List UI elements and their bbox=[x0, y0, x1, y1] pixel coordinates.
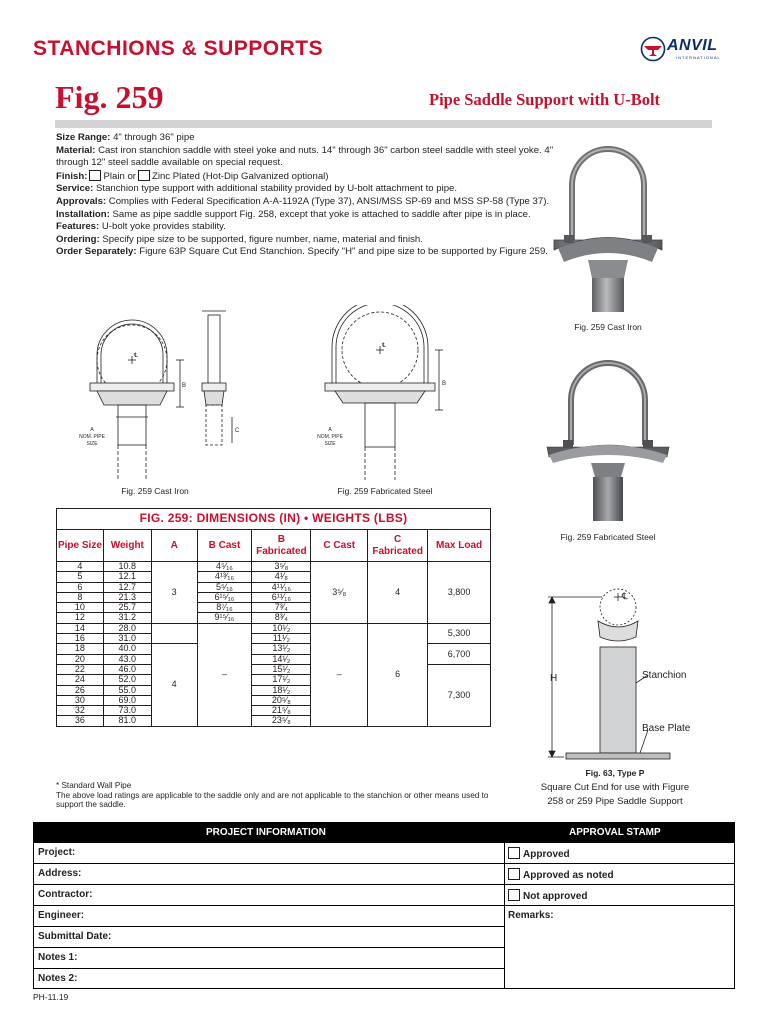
spec-size-range: Size Range: 4" through 36" pipe bbox=[56, 132, 195, 143]
approved-as-noted-checkbox[interactable] bbox=[508, 868, 520, 880]
figure-number: Fig. 259 bbox=[55, 79, 164, 115]
drawing-fab-label-nom-pipe: NOM. PIPE bbox=[317, 434, 343, 440]
drawing-label-cl: ℄ bbox=[134, 353, 138, 359]
finish-plain-checkbox[interactable] bbox=[89, 170, 101, 181]
figure-subtitle: Pipe Saddle Support with U-Bolt bbox=[429, 90, 661, 109]
drawing-fab-label-cl: ℄ bbox=[382, 343, 386, 349]
spec-material: Material: Cast iron stanchion saddle with steel yoke and nuts. 14" through 36" carbon steel saddle with steel yoke. 4" through 12" steel saddle available on special request. bbox=[56, 144, 554, 169]
table-row: 20 43.0 14¹⁄₂ bbox=[57, 654, 491, 664]
approved-option[interactable]: Approved bbox=[505, 842, 734, 863]
col-c-cast: C Cast bbox=[311, 530, 368, 562]
col-b-cast: B Cast bbox=[197, 530, 252, 562]
remarks-field[interactable]: Remarks: bbox=[505, 905, 734, 989]
approved-as-noted-option[interactable]: Approved as noted bbox=[505, 863, 734, 884]
field-contractor[interactable]: Contractor: bbox=[34, 884, 504, 905]
photo-fabricated-steel bbox=[543, 355, 673, 525]
table-notes bbox=[56, 781, 506, 810]
table-row: 5 12.1 4¹³⁄₁₆ 4¹⁄₈ bbox=[57, 572, 491, 582]
table-row: 22 46.0 15¹⁄₂ 7,300 bbox=[57, 664, 491, 674]
table-row: 16 31.0 11¹⁄₂ bbox=[57, 634, 491, 644]
not-approved-option[interactable]: Not approved bbox=[505, 884, 734, 905]
col-c-fabricated: C Fabricated bbox=[368, 530, 428, 562]
field-project[interactable]: Project: bbox=[34, 842, 504, 863]
drawing-fab-label-b: B bbox=[442, 381, 447, 387]
col-b-fabricated: B Fabricated bbox=[252, 530, 311, 562]
spec-approvals: Approvals: Complies with Federal Specification A-A-1192A (Type 37), ANSI/MSS SP-69 and MSS SP-58 (Type 37). bbox=[56, 195, 550, 207]
drawing-label-c: C bbox=[235, 428, 240, 434]
finish-zinc-checkbox[interactable] bbox=[138, 170, 150, 181]
fig63-label-h: H bbox=[550, 673, 558, 684]
drawing-fig63 bbox=[540, 585, 690, 765]
drawing-fabricated-steel bbox=[305, 305, 455, 485]
fig63-desc-1: Square Cut End for use with Figure bbox=[540, 782, 690, 793]
not-approved-checkbox[interactable] bbox=[508, 889, 520, 901]
logo-subtext: INTERNATIONAL bbox=[676, 55, 721, 60]
table-row: 32 73.0 21⁵⁄₈ bbox=[57, 706, 491, 716]
logo-wordmark: ANVIL bbox=[667, 37, 718, 54]
col-pipe-size: Pipe Size bbox=[57, 530, 104, 562]
project-info-form bbox=[33, 822, 735, 989]
table-title: FIG. 259: DIMENSIONS (IN) • WEIGHTS (LBS) bbox=[57, 509, 491, 530]
note-standard-wall: * Standard Wall Pipe bbox=[56, 781, 132, 790]
header-rule bbox=[55, 120, 712, 128]
caption-drawing-cast-iron: Fig. 259 Cast Iron bbox=[121, 486, 189, 496]
spec-service: Service: Stanchion type support with additional stability provided by U-bolt attachment to pipe. bbox=[56, 183, 458, 195]
fig63-title: Fig. 63, Type P bbox=[585, 768, 645, 778]
table-row: 10 25.7 8⁷⁄₁₆ 7³⁄₄ bbox=[57, 603, 491, 613]
field-engineer[interactable]: Engineer: bbox=[34, 905, 504, 926]
spec-finish: Finish: Plain or Zinc Plated (Hot-Dip Galvanized optional) bbox=[56, 170, 329, 182]
section-title: STANCHIONS & SUPPORTS bbox=[33, 37, 324, 60]
col-weight: Weight bbox=[103, 530, 151, 562]
table-row: 4 10.8 3 4⁵⁄₁₆ 3⁵⁄₈ 3⁵⁄₈ 4 3,800 bbox=[57, 562, 491, 572]
drawing-fab-label-size: SIZE bbox=[324, 441, 336, 447]
drawing-label-size: SIZE bbox=[86, 441, 98, 447]
fig63-label-base-plate: Base Plate bbox=[642, 723, 690, 734]
table-row: 8 21.3 6¹⁵⁄₁₆ 6¹¹⁄₁₆ bbox=[57, 592, 491, 602]
field-submittal-date[interactable]: Submittal Date: bbox=[34, 926, 504, 947]
spec-list bbox=[56, 132, 576, 259]
col-a: A bbox=[151, 530, 197, 562]
page-code: PH-11.19 bbox=[33, 992, 69, 1002]
fig63-desc-2: 258 or 259 Pipe Saddle Support bbox=[547, 796, 683, 807]
dimensions-table bbox=[56, 508, 491, 727]
table-row: 26 55.0 18¹⁄₂ bbox=[57, 685, 491, 695]
caption-photo-cast-iron: Fig. 259 Cast Iron bbox=[574, 322, 642, 332]
anvil-emblem-icon bbox=[640, 36, 666, 62]
table-row: 36 81.0 23⁵⁄₈ bbox=[57, 716, 491, 726]
table-row: 6 12.7 5⁵⁄₁₆ 4¹¹⁄₁₆ bbox=[57, 582, 491, 592]
table-row: 24 52.0 17¹⁄₂ bbox=[57, 675, 491, 685]
approval-stamp-heading: APPROVAL STAMP bbox=[569, 827, 661, 838]
col-max-load: Max Load bbox=[428, 530, 491, 562]
caption-drawing-fabricated: Fig. 259 Fabricated Steel bbox=[337, 486, 433, 496]
field-notes-2[interactable]: Notes 2: bbox=[34, 968, 504, 989]
project-header-bar bbox=[34, 823, 734, 842]
table-row: 30 69.0 20⁵⁄₈ bbox=[57, 695, 491, 705]
drawing-label-nom-pipe: NOM. PIPE bbox=[79, 434, 105, 440]
project-info-heading: PROJECT INFORMATION bbox=[206, 827, 326, 838]
field-notes-1[interactable]: Notes 1: bbox=[34, 947, 504, 968]
drawing-fab-label-a: A bbox=[328, 427, 332, 433]
spec-installation: Installation: Same as pipe saddle support Fig. 258, except that yoke is attached to saddle after pipe is in place. bbox=[56, 208, 531, 220]
photo-cast-iron bbox=[548, 140, 668, 315]
anvil-logo bbox=[640, 33, 740, 67]
caption-photo-fabricated: Fig. 259 Fabricated Steel bbox=[560, 532, 656, 542]
note-load-ratings: The above load ratings are applicable to the saddle only and are not applicable to the stanchion or other means used to support the saddle. bbox=[56, 790, 489, 809]
drawing-cast-iron bbox=[72, 305, 262, 485]
drawing-label-a: A bbox=[90, 427, 94, 433]
table-row: 12 31.2 9¹⁵⁄₁₆ 8³⁄₄ bbox=[57, 613, 491, 623]
table-row: 14 28.0 – 10¹⁄₂ – 6 5,300 bbox=[57, 623, 491, 633]
spec-order-separately: Order Separately: Figure 63P Square Cut End Stanchion. Specify "H" and pipe size to be supported by Figure 259. bbox=[56, 246, 548, 258]
drawing-label-b: B bbox=[182, 383, 187, 389]
spec-ordering: Ordering: Specify pipe size to be supported, figure number, name, material and finish. bbox=[56, 233, 423, 245]
fig63-label-cl: ℄ bbox=[622, 591, 628, 601]
table-row: 18 40.0 4 13¹⁄₂ 6,700 bbox=[57, 644, 491, 654]
fig63-label-stanchion: Stanchion bbox=[642, 670, 687, 681]
field-address[interactable]: Address: bbox=[34, 863, 504, 884]
approved-checkbox[interactable] bbox=[508, 847, 520, 859]
spec-features: Features: U-bolt yoke provides stability. bbox=[56, 221, 226, 233]
